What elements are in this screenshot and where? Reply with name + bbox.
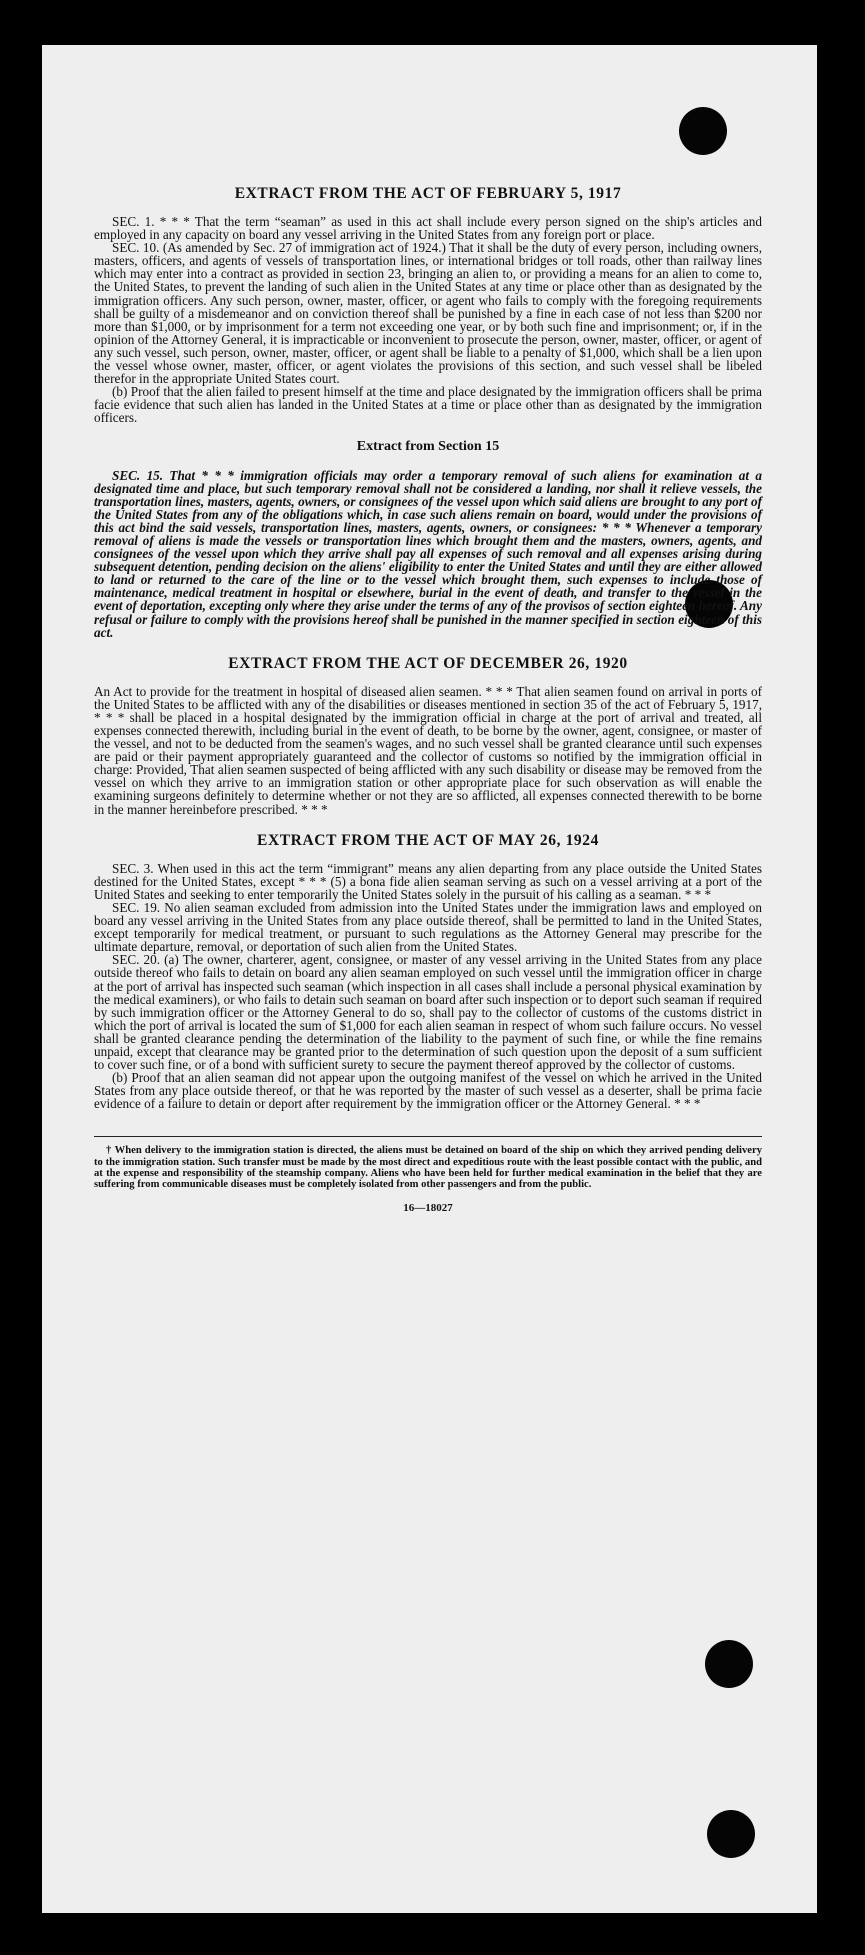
act-1920-text: An Act to provide for the treatment in hospital of diseased alien seamen. * * * That alien seamen found on arrival in ports of the United States to be afflicted with any of the disabilities or diseases mentioned in section 35 of the act of February 5, 1917, * * * shall be placed in a hospital designated by the immigration official in charge at the port of arrival and treated, all expenses connected therewith, including burial in the event of death, to be borne by the owner, agent, consignee, or master of the vessel, and not to be deducted from the seamen's wages, and no such vessel shall be granted clearance until such expenses are paid or their payment appropriately guaranteed and the collector of customs so notified by the immigration official in charge: Provided, That alien seamen suspected of being afflicted with any such disability or disease may be removed from the vessel on which they arrive to an immigration station or other appropriate place for such observation as will enable the examining surgeons definitely to determine whether or not they are so afflicted, all expenses connected therewith to be borne in the manner hereinbefore prescribed. * * * <box>94 683 762 817</box>
footnote-text: † When delivery to the immigration station is directed, the aliens must be detained on board of the ship on which they arrived pending delivery to the immigration station. Such transfer must be made by the most direct and expeditious route with the least possible contact with the public, and at the expense and responsibility of the steamship company. Aliens who have been held for further medical examination in the belief that they are suffering from communicable diseases must be completely isolated from other passengers and from the public. <box>94 1145 762 1191</box>
heading-act-1920: EXTRACT FROM THE ACT OF DECEMBER 26, 1920 <box>228 654 628 672</box>
sec-10-text: SEC. 10. (As amended by Sec. 27 of immigration act of 1924.) That it shall be the duty of every person, including owners, masters, officers, and agents of vessels of transportation lines, or international bridges or toll roads, other than railway lines which may enter into a contract as provided in section 23, bringing an alien to, or providing a means for an alien to come to, the United States, to prevent the landing of such alien in the United States at any time or place other than as designated by the immigration officers. Any such person, owner, master, officer, or agent who fails to comply with the foregoing requirements shall be guilty of a misdemeanor and on conviction thereof shall be punished by a fine in each case of not less than $200 nor more than $1,000, or by imprisonment for a term not exceeding one year, or by both such fine and imprisonment; or, if in the opinion of the Attorney General, it is impracticable or inconvenient to prosecute the person, owner, master, officer, or agent of any such vessel, such person, owner, master, officer, or agent shall be liable to a penalty of $1,000, which shall be a lien upon the vessel whose owner, master, officer, or agent violates the provisions of this section, and such vessel shall be libeled therefor in the appropriate United States court. <box>94 240 762 387</box>
sec-20b-text: (b) Proof that an alien seaman did not appear upon the outgoing manifest of the vessel on which he arrived in the United States from any place outside thereof, or that he was reported by the master of such vessel as a deserter, shall be prima facie evidence of a failure to detain or deport after requirement by the immigration officer or the Attorney General. * * * <box>94 1070 762 1112</box>
sec-20a-text: SEC. 20. (a) The owner, charterer, agent, consignee, or master of any vessel arriving in the United States from any place outside thereof who fails to detain on board any alien seaman employed on such vessel until the immigration officer in charge at the port of arrival has inspected such seaman (which inspection in all cases shall include a personal physical examination by the medical examiners), or who fails to detain such seaman on board after such inspection or to deport such seaman if required by such immigration officer or the Attorney General to do so, shall pay to the collector of customs of the customs district in which the port of arrival is located the sum of $1,000 for each alien seaman in respect of whom such failure occurs. No vessel shall be granted clearance pending the determination of the liability to the payment of such fine, or while the fine remains unpaid, except that clearance may be granted prior to the determination of such question upon the deposit of a sum sufficient to cover such fine, or of a bond with sufficient surety to secure the payment thereof approved by the collector of customs. <box>94 952 762 1073</box>
sec-19-text: SEC. 19. No alien seaman excluded from admission into the United States under the immigration laws and employed on board any vessel arriving in the United States from any place outside thereof, shall be permitted to land in the United States, except temporarily for medical treatment, or pursuant to such regulations as the Attorney General may prescribe for the ultimate departure, removal, or deportation of such alien from the United States. <box>94 899 762 955</box>
heading-act-1924: EXTRACT FROM THE ACT OF MAY 26, 1924 <box>257 831 599 849</box>
sec-10b-text: (b) Proof that the alien failed to present himself at the time and place designated by the immigration officers shall be prima facie evidence that such alien has landed in the United States at a time or place other than as designated by the immigration officers. <box>94 384 762 426</box>
sec-1-text: SEC. 1. * * * That the term “seaman” as used in this act shall include every person signed on the ship's articles and employed in any capacity on board any vessel arriving in the United States from any foreign port or place. <box>94 214 762 243</box>
sec-3-text: SEC. 3. When used in this act the term “immigrant” means any alien departing from any place outside the United States destined for the United States, except * * * (5) a bona fide alien seaman serving as such on a vessel arriving at a port of the United States and seeking to enter temporarily the United States solely in the pursuit of his calling as a seaman. * * * <box>94 860 762 902</box>
sec-15-text: SEC. 15. That * * * immigration officials may order a temporary removal of such aliens for examination at a designated time and place, but such temporary removal shall not be considered a landing, nor shall it relieve vessels, the transportation lines, masters, agents, owners, or consignees of the vessel upon which said aliens are brought to any port of the United States from any of the obligations which, in case such aliens remain on board, would under the provisions of this act bind the said vessels, transportation lines, masters, agents, owners, or consignees: * * * Whenever a temporary removal of aliens is made the vessels or transportation lines which brought them and the masters, owners, agents, and consignees of the vessel upon which they arrive shall pay all expenses of such removal and all expenses arising during subsequent detention, pending decision on the aliens' eligibility to enter the United States and until they are either allowed to land or returned to the care of the line or to the vessel which brought them, such expenses to include those of maintenance, medical treatment in hospital or elsewhere, burial in the event of death, and transfer to the vessel in the event of deportation, excepting only where they arise under the terms of any of the provisos of section eighteen hereof. Any refusal or failure to comply with the provisions hereof shall be punished in the manner specified in section eighteen of this act. <box>94 467 762 640</box>
heading-act-1917: EXTRACT FROM THE ACT OF FEBRUARY 5, 1917 <box>234 185 622 202</box>
document-body <box>94 185 762 1214</box>
punch-hole-top <box>679 107 727 155</box>
punch-hole-bottom <box>707 1810 755 1858</box>
heading-section-15: Extract from Section 15 <box>356 438 500 454</box>
footnote-divider <box>94 1136 762 1137</box>
document-page <box>42 45 817 1913</box>
form-number: 16—18027 <box>403 1202 453 1215</box>
punch-hole-lower <box>705 1640 753 1688</box>
